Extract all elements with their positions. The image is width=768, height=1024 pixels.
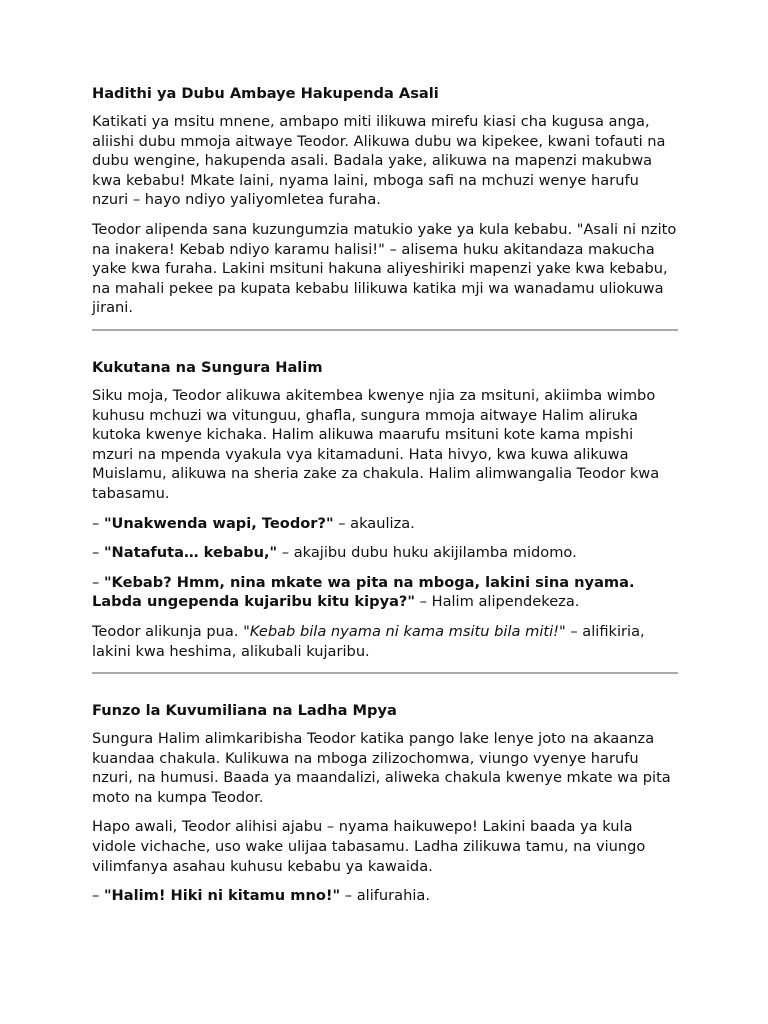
dialogue-line [92,514,678,534]
dialogue-quote: "Natafuta… kebabu," [103,544,278,562]
paragraph: Sungura Halim alimkaribisha Teodor katika pango lake lenye joto na akaanza kuandaa chakula. Kulikuwa na mboga zilizochomwa, viungo vyenye harufu nzuri, na humusi. Baada ya maandalizi, aliweka chakula kwenye mkate wa pita moto na kumpa Teodor. [92,730,671,806]
closing-text: Teodor alikunja pua. " [92,622,250,640]
section-title: Funzo la Kuvumiliana na Ladha Mpya [92,702,397,719]
dialogue-line [92,886,678,906]
section-divider [92,329,678,331]
dialogue-quote: "Halim! Hiki ni kitamu mno!" [103,887,341,905]
dialogue-dash: – [92,514,104,532]
dialogue-dash: – [92,887,104,905]
section-divider [92,672,678,674]
section-title: Kukutana na Sungura Halim [92,359,323,376]
section-title: Hadithi ya Dubu Ambaye Hakupenda Asali [92,85,439,102]
dialogue-attribution: – alifurahia. [340,887,430,905]
paragraph: Teodor alipenda sana kuzungumzia matukio yake ya kula kebabu. "Asali ni nzito na inakera! Kebab ndiyo karamu halisi!" – alisema huku akitandaza makucha yake kwa furaha. Lakini msituni hakuna aliyeshiriki mapenzi yake kwa kebabu, na mahali pekee pa kupata kebabu lilikuwa katika mji wa wanadamu uliokuwa jirani. [92,220,677,317]
paragraph: Siku moja, Teodor alikuwa akitembea kwenye njia za msituni, akiimba wimbo kuhusu mchuzi wa vitunguu, ghafla, sungura mmoja aitwaye Halim aliruka kutoka kwenye kichaka. Halim alikuwa maarufu msituni kote kama mpishi mzuri na mpenda vyakula vya kitamaduni. Hata hivyo, kwa kuwa alikuwa Muislamu, alikuwa na sheria zake za chakula. Halim alimwangalia Teodor kwa tabasamu. [92,387,660,502]
section-lesson [92,701,678,916]
closing-text: " – alifikiria, lakini kwa heshima, alikubali kujaribu. [92,622,645,660]
dialogue-line [92,543,678,563]
section-meeting-halim [92,358,678,671]
paragraph: Katikati ya msitu mnene, ambapo miti ilikuwa mirefu kiasi cha kugusa anga, aliishi dubu mmoja aitwaye Teodor. Alikuwa dubu wa kipekee, kwani tofauti na dubu wengine, hakupenda asali. Badala yake, alikuwa na mapenzi makubwa kwa kebabu! Mkate laini, nyama laini, mboga safi na mchuzi wenye harufu nzuri – hayo ndiyo yaliyomletea furaha. [92,113,666,209]
dialogue-attribution: – akauliza. [333,514,415,532]
dialogue-dash: – [92,573,104,591]
section-story-intro [92,84,678,328]
dialogue-quote: "Kebab? Hmm, nina mkate wa pita na mboga, lakini sina nyama. Labda ungependa kujaribu kitu kipya?" [92,573,635,611]
dialogue-line [92,573,678,612]
dialogue-dash: – [92,544,104,562]
closing-thought: Kebab bila nyama ni kama msitu bila miti! [249,622,560,640]
dialogue-quote: "Unakwenda wapi, Teodor?" [103,514,334,532]
dialogue-attribution: – akajibu dubu huku akijilamba midomo. [277,544,577,562]
paragraph: Hapo awali, Teodor alihisi ajabu – nyama haikuwepo! Lakini baada ya kula vidole vichache, uso wake ulijaa tabasamu. Ladha zilikuwa tamu, na viungo vilimfanya asahau kuhusu kebabu ya kawaida. [92,818,646,875]
dialogue-attribution: – Halim alipendekeza. [415,593,580,611]
closing-paragraph [92,622,678,661]
